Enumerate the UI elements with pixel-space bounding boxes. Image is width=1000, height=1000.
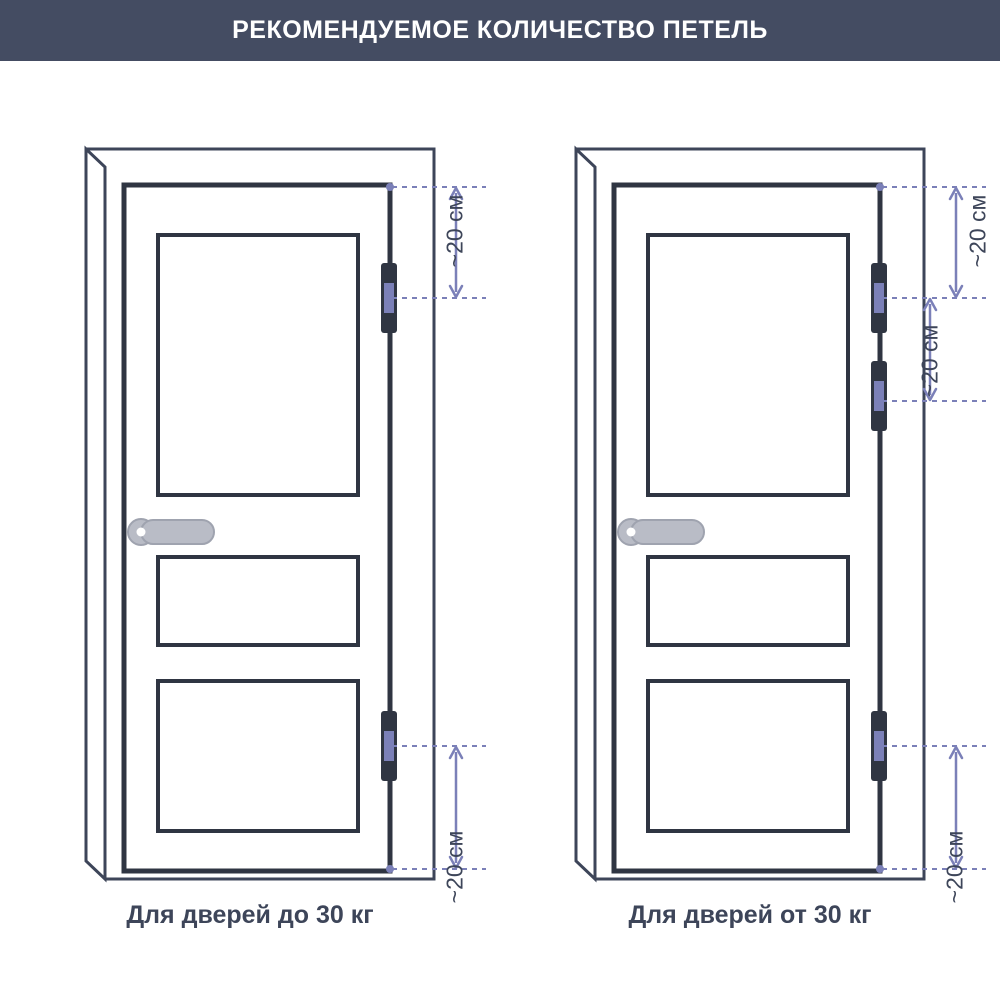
page-title: РЕКОМЕНДУЕМОЕ КОЛИЧЕСТВО ПЕТЕЛЬ	[232, 16, 768, 44]
diagram-stage	[0, 61, 1000, 1000]
door-handle	[128, 519, 214, 545]
dimension-label-top: ~20 см	[441, 194, 468, 268]
panel-door-from-30kg	[500, 61, 1000, 1000]
dimension-guides	[392, 187, 486, 869]
dimension-label-bottom: ~20 см	[941, 830, 968, 904]
dimension-arrow-top	[950, 188, 962, 297]
panel-caption-up-to-30kg: Для дверей до 30 кг	[126, 901, 374, 929]
hinge-middle	[871, 361, 887, 431]
dimension-label-top: ~20 см	[964, 194, 991, 268]
panel-caption-from-30kg: Для дверей от 30 кг	[628, 901, 872, 929]
door-handle	[618, 519, 704, 545]
dimension-label-middle: ~20 см	[916, 324, 943, 398]
door-diagram-3-hinges	[500, 61, 1000, 901]
header-bar	[0, 0, 1000, 61]
dimension-label-bottom: ~20 см	[441, 830, 468, 904]
dimension-guides	[882, 187, 986, 869]
panel-door-up-to-30kg	[0, 61, 500, 1000]
door-diagram-2-hinges	[0, 61, 500, 901]
